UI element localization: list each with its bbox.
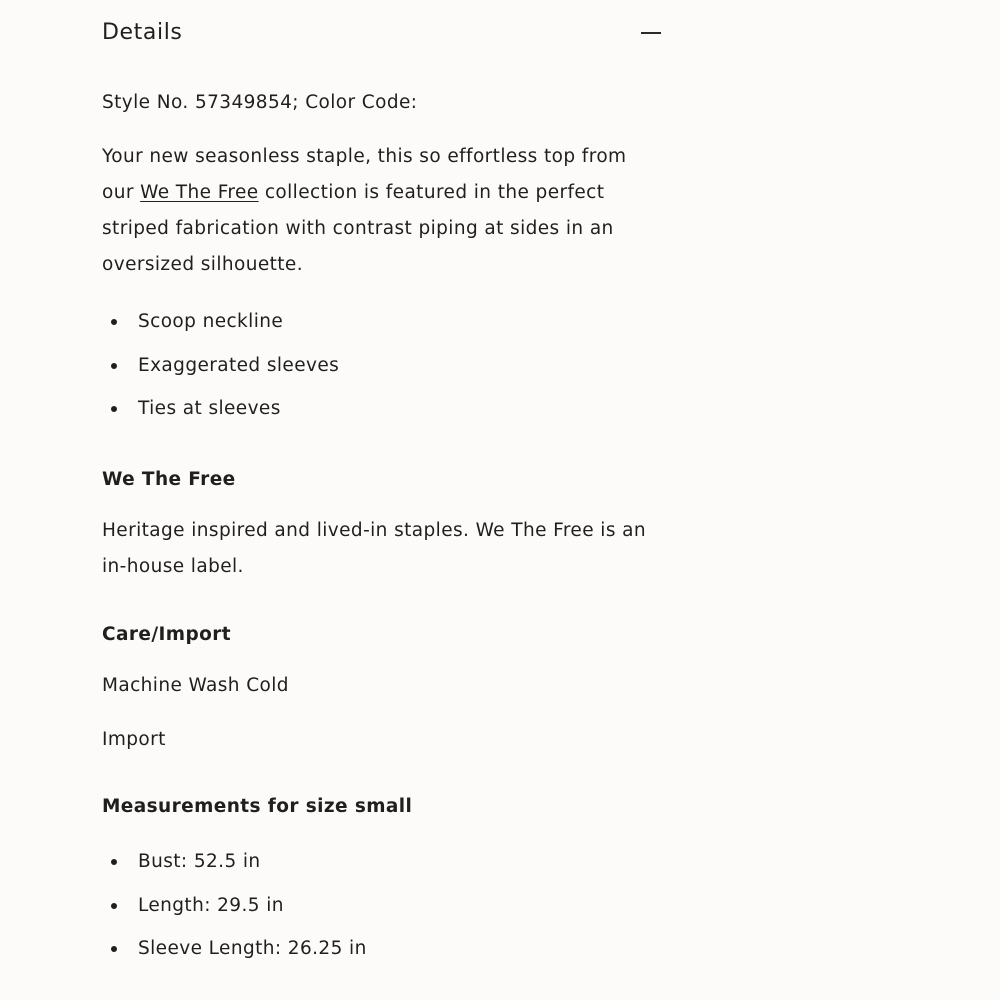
bullet-icon	[111, 319, 117, 325]
bullet-icon	[111, 903, 117, 909]
bullet-icon	[111, 859, 117, 865]
bullet-icon	[111, 363, 117, 369]
description-text-start: Your new seasonless staple, this so effortless top from our	[102, 146, 627, 203]
measurements-heading: Measurements for size small	[102, 796, 413, 817]
description-text-end: collection is featured in the perfect striped fabrication with contrast piping at sides in an oversized silhouette.	[102, 182, 614, 275]
brand-heading: We The Free	[102, 469, 236, 490]
product-description	[102, 139, 662, 283]
list-item	[102, 309, 339, 353]
bullet-icon	[111, 946, 117, 952]
measurements-list	[102, 849, 367, 980]
feature-text: Scoop neckline	[138, 311, 284, 332]
measurement-text: Sleeve Length: 26.25 in	[138, 938, 367, 959]
measurement-text: Bust: 52.5 in	[138, 851, 261, 872]
list-item	[102, 353, 339, 397]
list-item	[102, 396, 339, 440]
care-heading: Care/Import	[102, 624, 231, 645]
details-accordion-title: Details	[102, 20, 183, 45]
product-details-panel	[102, 0, 662, 959]
feature-list	[102, 309, 339, 440]
care-instruction: Machine Wash Cold	[102, 675, 289, 696]
feature-text: Ties at sleeves	[138, 398, 281, 419]
collapse-button[interactable]	[640, 22, 662, 44]
feature-text: Exaggerated sleeves	[138, 354, 340, 376]
collection-link[interactable]: We The Free	[140, 182, 259, 203]
list-item	[102, 849, 367, 893]
measurement-text: Length: 29.5 in	[138, 894, 284, 916]
list-item	[102, 936, 367, 980]
minus-icon	[641, 32, 661, 34]
details-accordion-header[interactable]	[102, 0, 662, 66]
bullet-icon	[111, 406, 117, 412]
brand-description: Heritage inspired and lived-in staples. We The Free is an in-house label.	[102, 520, 646, 577]
style-number: Style No. 57349854; Color Code:	[102, 92, 418, 113]
import-label: Import	[102, 729, 166, 750]
list-item	[102, 893, 367, 937]
